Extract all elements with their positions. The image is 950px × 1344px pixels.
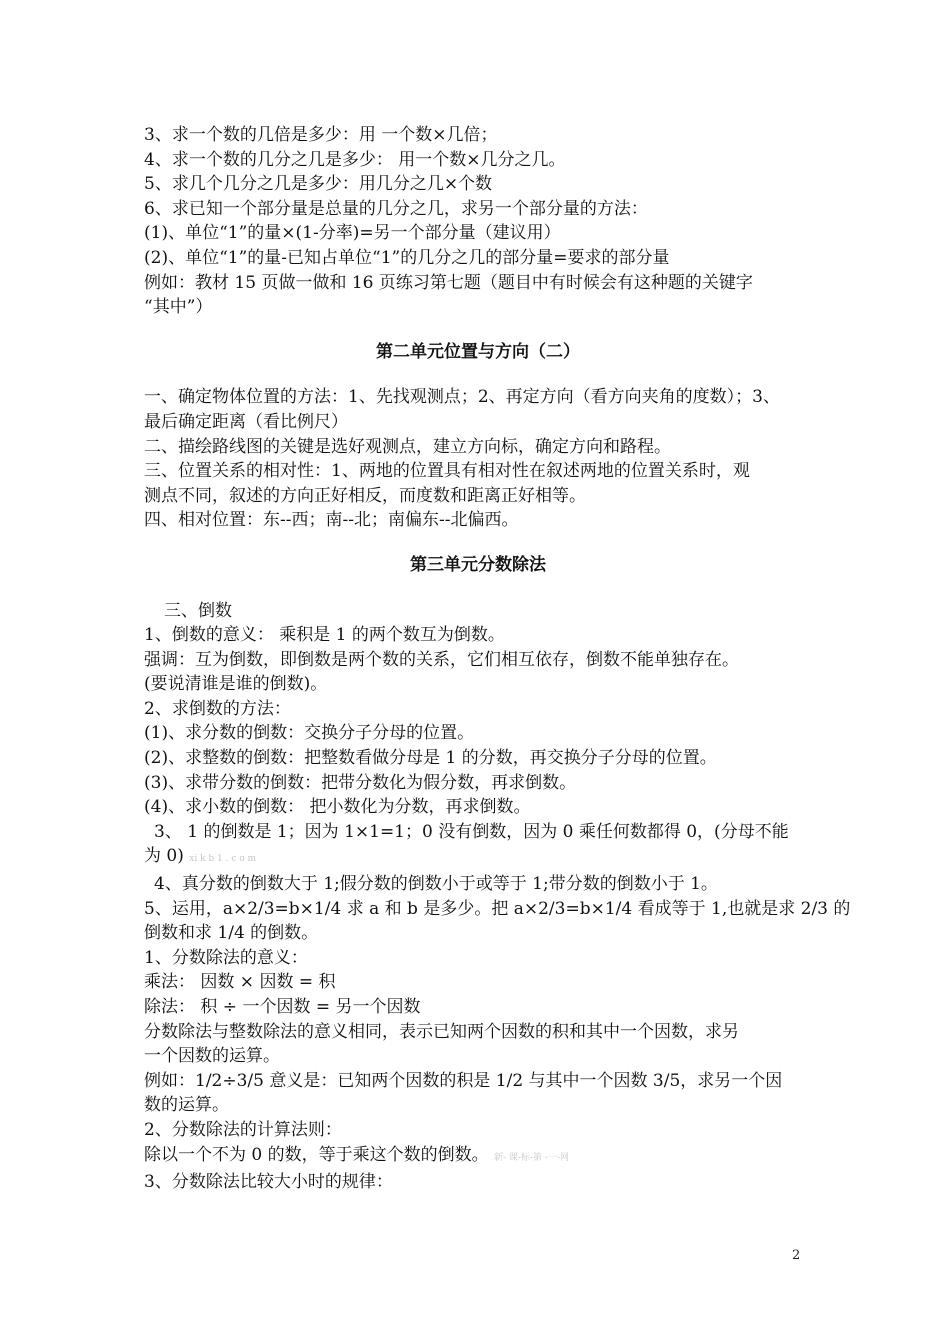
text-line: 一个因数的运算。 xyxy=(144,1046,280,1067)
text-line: 三、位置关系的相对性：1、两地的位置具有相对性在叙述两地的位置关系时，观 xyxy=(144,461,750,482)
section-heading-unit2: 第二单元位置与方向（二） xyxy=(376,341,580,362)
text-line: (3)、求带分数的倒数：把带分数化为假分数，再求倒数。 xyxy=(144,772,577,793)
text-line: 3、求一个数的几倍是多少：用 一个数×几倍； xyxy=(144,125,498,145)
text-line: “其中”） xyxy=(144,297,213,318)
text-line: 1、分数除法的意义： xyxy=(144,947,308,968)
section-heading-unit3: 第三单元分数除法 xyxy=(410,554,546,575)
text-line xyxy=(144,844,812,872)
page-content xyxy=(144,123,851,1195)
text-line: 2、分数除法的计算法则： xyxy=(144,1119,342,1140)
text-line: 5、运用，a×2/3=b×1/4 求 a 和 b 是多少。把 a×2/3=b×1/4 看成等于 1,也就是求 2/3 的 xyxy=(144,898,851,919)
text-line: 例如：1/2÷3/5 意义是：已知两个因数的积是 1/2 与其中一个因数 3/5，求另一个因 xyxy=(144,1070,783,1091)
text-line: 数的运算。 xyxy=(144,1095,229,1116)
text-line: 2、求倒数的方法： xyxy=(144,698,291,719)
text-line: 测点不同，叙述的方向正好相反，而度数和距离正好相等。 xyxy=(144,485,586,506)
text-line: 3、 1 的倒数是 1；因为 1×1=1；0 没有倒数，因为 0 乘任何数都得 0，(分母不能 xyxy=(154,821,789,842)
watermark-text: 新- 课-标-第 -一-网 xyxy=(494,1152,569,1163)
text-line: 6、求已知一个部分量是总量的几分之几，求另一个部分量的方法： xyxy=(144,198,648,219)
text-line: 二、描绘路线图的关键是选好观测点，建立方向标，确定方向和路程。 xyxy=(144,436,671,457)
section3-body xyxy=(144,599,851,1195)
text-line: 一、确定物体位置的方法：1、先找观测点；2、再定方向（看方向夹角的度数）；3、 xyxy=(144,387,780,408)
text-line: 强调：互为倒数，即倒数是两个数的关系，它们相互依存，倒数不能单独存在。 xyxy=(144,649,739,670)
text-line: 4、求一个数的几分之几是多少： 用一个数×几分之几。 xyxy=(144,149,566,170)
text-line: 除法： 积 ÷ 一个因数 = 另一个因数 xyxy=(144,997,421,1017)
text-line: (2)、单位“1”的量-已知占单位“1”的几分之几的部分量=要求的部分量 xyxy=(144,247,670,268)
top-lines xyxy=(144,123,812,320)
text-line: 分数除法与整数除法的意义相同，表示已知两个因数的积和其中一个因数，求另 xyxy=(144,1021,739,1042)
text-line: 例如：教材 15 页做一做和 16 页练习第七题（题目中有时候会有这种题的关键字 xyxy=(144,272,753,293)
text-fragment: 为 0) xyxy=(144,846,184,867)
text-line: 5、求几个几分之几是多少：用几分之几×个数 xyxy=(144,174,493,195)
text-line: (4)、求小数的倒数： 把小数化为分数，再求倒数。 xyxy=(144,797,531,818)
text-line: 3、分数除法比较大小时的规律： xyxy=(144,1172,393,1193)
text-line: (1)、单位“1”的量×(1-分率)=另一个部分量（建议用） xyxy=(144,223,561,244)
text-line: 乘法： 因数 × 因数 = 积 xyxy=(144,972,336,993)
text-line: 1、倒数的意义： 乘积是 1 的两个数互为倒数。 xyxy=(144,625,505,646)
text-line: (要说清谁是谁的倒数)。 xyxy=(144,674,328,695)
section2-body xyxy=(144,385,812,533)
text-line: (1)、求分数的倒数：交换分子分母的位置。 xyxy=(144,723,475,744)
text-fragment: 除以一个不为 0 的数，等于乘这个数的倒数。 xyxy=(144,1144,489,1165)
text-line: (2)、求整数的倒数：把整数看做分母是 1 的分数，再交换分子分母的位置。 xyxy=(144,748,717,769)
text-line: 四、相对位置：东--西；南--北；南偏东--北偏西。 xyxy=(144,510,519,531)
page-number: 2 xyxy=(792,1248,801,1263)
sub-heading-reciprocal: 三、倒数 xyxy=(164,600,232,621)
text-line xyxy=(144,1143,812,1171)
text-line: 倒数和求 1/4 的倒数。 xyxy=(144,923,319,944)
text-line: 4、真分数的倒数大于 1;假分数的倒数小于或等于 1;带分数的倒数小于 1。 xyxy=(154,874,718,895)
watermark-text: xi k b 1 . c o m xyxy=(189,854,257,865)
text-line: 最后确定距离（看比例尺） xyxy=(144,411,348,432)
